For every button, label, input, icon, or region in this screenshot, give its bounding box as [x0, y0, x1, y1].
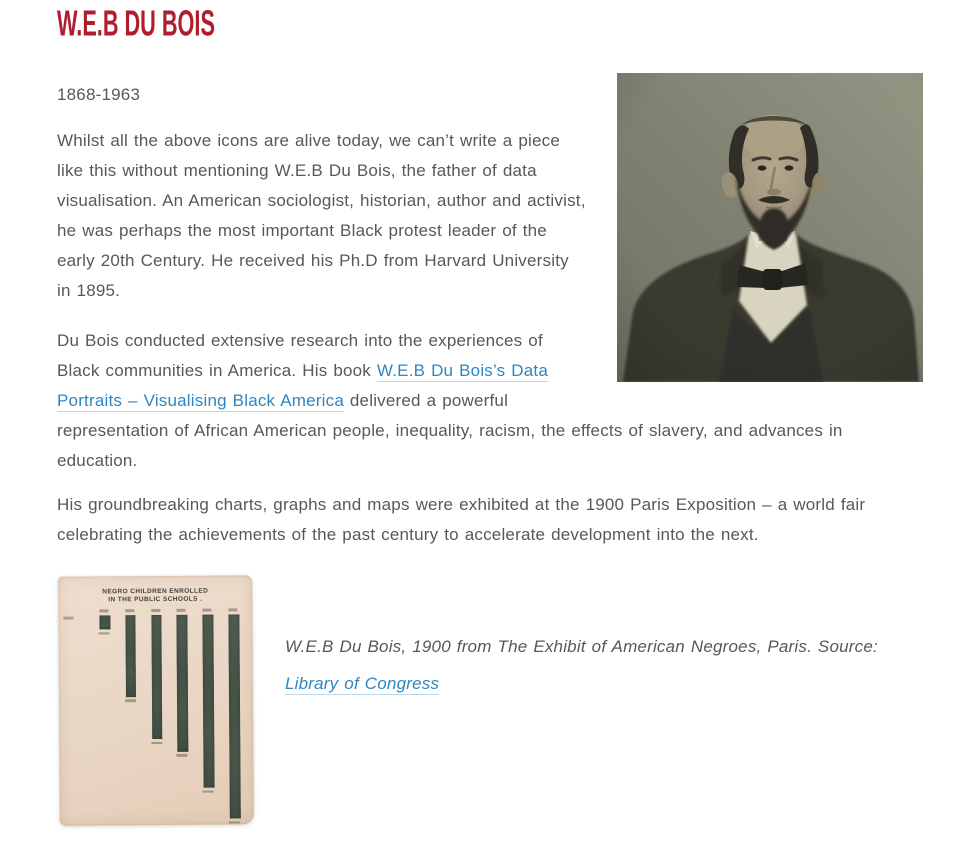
- dubois-chart-bars: [58, 575, 254, 825]
- chart-bar: [177, 615, 188, 752]
- paragraph-exposition: His groundbreaking charts, graphs and maps were exhibited at the 1900 Paris Exposition – a world fair celebrating the achievements of the past century to accelerate development into the next.: [57, 495, 866, 544]
- page-title: [57, 3, 923, 44]
- chart-bar: [228, 614, 240, 818]
- image-caption-text: W.E.B Du Bois, 1900 from The Exhibit of American Negroes, Paris. Source:: [285, 637, 878, 656]
- life-dates: 1868-1963: [57, 85, 141, 104]
- chart-bar: [203, 615, 215, 788]
- paragraph-intro: Whilst all the above icons are alive today, we can’t write a piece like this without mentioning W.E.B Du Bois, the father of data visualisation. An American sociologist, historian, author and activist, he was perhaps the most important Black protest leader of the early 20th Century. He received his Ph.D from Harvard University in 1895.: [57, 131, 586, 300]
- chart-bar: [99, 615, 110, 629]
- chart-bar: [151, 615, 162, 740]
- dubois-chart-title-line1: NEGRO CHILDREN ENROLLED: [102, 587, 209, 596]
- dubois-chart-image: [57, 574, 257, 828]
- dates-paragraph: [57, 80, 923, 110]
- page-title-text: W.E.B DU BOIS: [57, 3, 215, 44]
- dubois-portrait-illustration: [617, 73, 923, 382]
- paragraph-book-text-before: Du Bois conducted extensive research into the experiences of Black communities in America. His book: [57, 331, 543, 380]
- image-caption: [285, 574, 923, 828]
- dubois-chart-paper: [58, 575, 254, 825]
- dubois-chart-title-line2: IN THE PUBLIC SCHOOLS .: [108, 595, 203, 604]
- data-portraits-book-link[interactable]: W.E.B Du Bois’s Data Portraits – Visualising Black America: [57, 361, 549, 410]
- dubois-portrait-photo: [617, 73, 923, 382]
- exhibit-section: [57, 574, 923, 828]
- article: [57, 3, 923, 828]
- library-of-congress-link[interactable]: Library of Congress: [285, 674, 440, 693]
- paragraph-book-text-after: delivered a powerful representation of African American people, inequality, racism, the effects of slavery, and advances in education.: [57, 391, 843, 470]
- chart-bar: [125, 615, 136, 697]
